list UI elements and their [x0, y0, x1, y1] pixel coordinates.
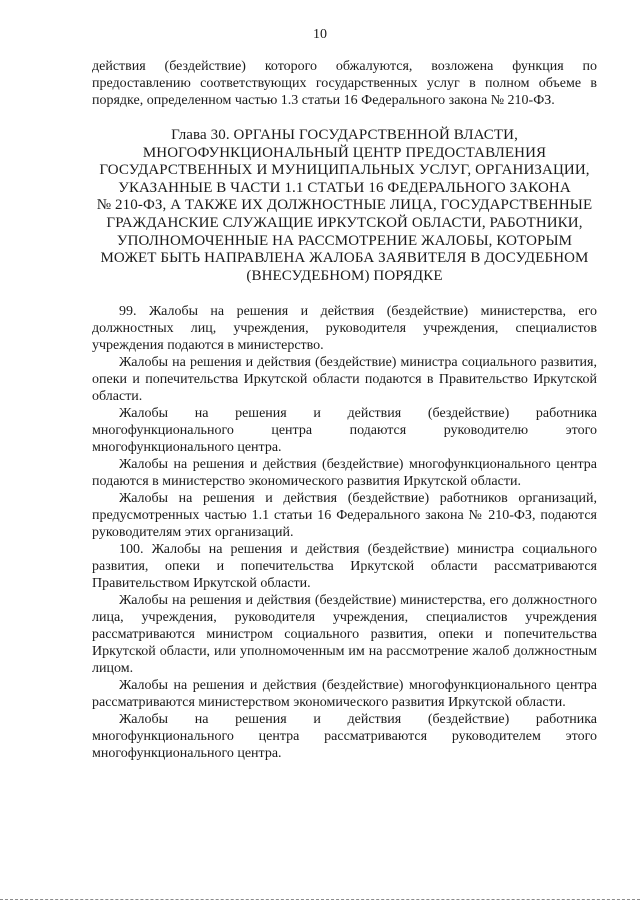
paragraph: Жалобы на решения и действия (бездействие) министра социального развития, опеки и попечительства Иркутской области подаются в Правительство Иркутской области.	[92, 355, 597, 405]
chapter-heading-line: МНОГОФУНКЦИОНАЛЬНЫЙ ЦЕНТР ПРЕДОСТАВЛЕНИЯ	[142, 144, 547, 161]
paragraph: Жалобы на решения и действия (бездействие) многофункционального центра подаются в министерство экономического развития Иркутской области.	[92, 457, 597, 490]
page-number: 10	[313, 27, 327, 42]
chapter-heading-line: ГРАЖДАНСКИЕ СЛУЖАЩИЕ ИРКУТСКОЙ ОБЛАСТИ, РАБОТНИКИ,	[106, 214, 583, 231]
paragraph: Жалобы на решения и действия (бездействие) министерства, его должностного лица, учреждения, руководителя учреждения, специалистов учреждения рассматриваются министром социального развития, опеки и попечительства Иркутской области, или уполномоченным им на рассмотрение жалоб должностным лицом.	[92, 593, 597, 677]
document-body	[92, 58, 597, 762]
paragraph: Жалобы на решения и действия (бездействие) многофункционального центра рассматриваются министерством экономического развития Иркутской области.	[92, 678, 597, 711]
chapter-heading-line: УКАЗАННЫЕ В ЧАСТИ 1.1 СТАТЬИ 16 ФЕДЕРАЛЬНОГО ЗАКОНА	[118, 179, 571, 196]
paragraph: Жалобы на решения и действия (бездействие) работника многофункционального центра подаются руководителю этого многофункционального центра.	[92, 406, 597, 456]
paragraph: Жалобы на решения и действия (бездействие) работников организаций, предусмотренных частью 1.1 статьи 16 Федерального закона № 210-ФЗ, подаются руководителям этих организаций.	[92, 491, 597, 541]
chapter-heading-line: МОЖЕТ БЫТЬ НАПРАВЛЕНА ЖАЛОБА ЗАЯВИТЕЛЯ В ДОСУДЕБНОМ	[100, 250, 589, 267]
chapter-heading-line: УПОЛНОМОЧЕННЫЕ НА РАССМОТРЕНИЕ ЖАЛОБЫ, КОТОРЫМ	[116, 232, 573, 249]
chapter-heading-line: ГОСУДАРСТВЕННЫХ И МУНИЦИПАЛЬНЫХ УСЛУГ, ОРГАНИЗАЦИИ,	[99, 162, 590, 179]
chapter-heading	[92, 127, 597, 285]
chapter-heading-line: № 210-ФЗ, А ТАКЖЕ ИХ ДОЛЖНОСТНЫЕ ЛИЦА, ГОСУДАРСТВЕННЫЕ	[96, 197, 593, 214]
scan-edge-line	[0, 899, 640, 901]
chapter-heading-line: (ВНЕСУДЕБНОМ) ПОРЯДКЕ	[246, 267, 443, 284]
paragraph-99: 99. Жалобы на решения и действия (бездействие) министерства, его должностных лиц, учреждения, руководителя учреждения, специалистов учреждения подаются в министерство.	[92, 304, 597, 354]
intro-paragraph: действия (бездействие) которого обжалуются, возложена функция по предоставлению соответствующих государственных услуг в полном объеме в порядке, определенном частью 1.3 статьи 16 Федерального закона № 210-ФЗ.	[92, 59, 597, 108]
chapter-heading-line: Глава 30. ОРГАНЫ ГОСУДАРСТВЕННОЙ ВЛАСТИ,	[171, 127, 518, 143]
paragraph: Жалобы на решения и действия (бездействие) работника многофункционального центра рассматриваются руководителем этого многофункционального центра.	[92, 712, 597, 762]
paragraph-100: 100. Жалобы на решения и действия (бездействие) министра социального развития, опеки и попечительства Иркутской области рассматриваются Правительством Иркутской области.	[92, 542, 597, 592]
